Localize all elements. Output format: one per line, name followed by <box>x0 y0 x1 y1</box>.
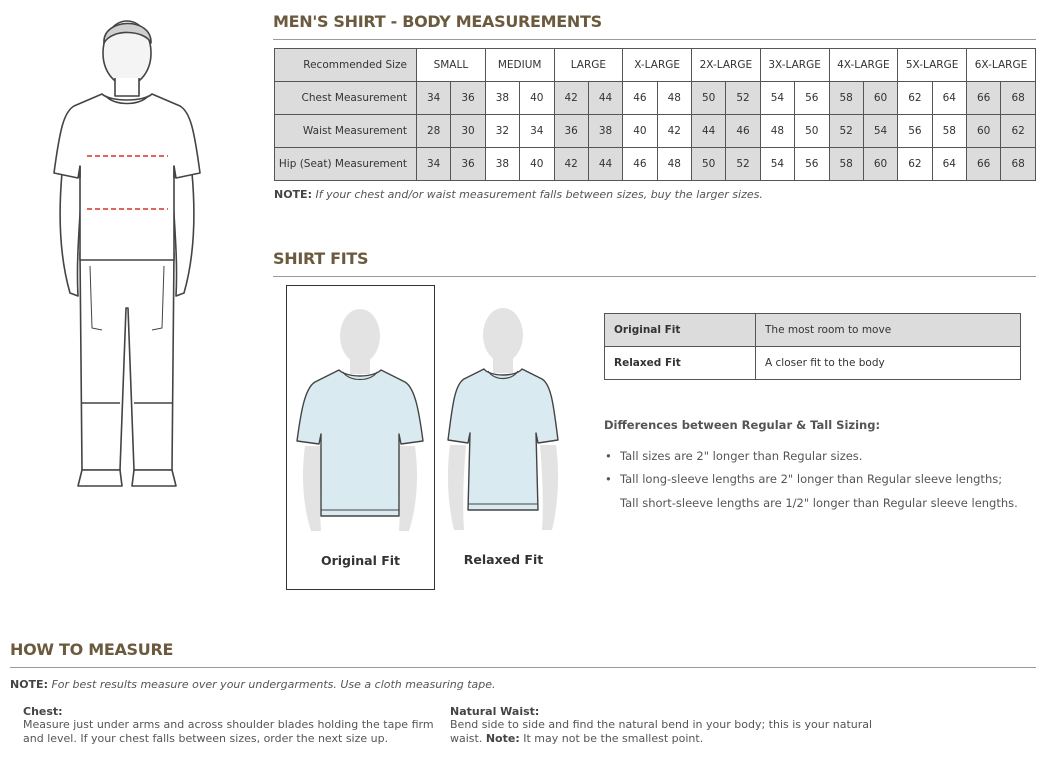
note-text: For best results measure over your undergarments. Use a cloth measuring tape. <box>51 678 496 691</box>
relaxed-fit-illustration <box>432 295 575 550</box>
waist-instructions <box>450 705 880 746</box>
chest-heading: Chest: <box>23 705 63 718</box>
table-cell: 56 <box>898 115 932 148</box>
size-chart-table <box>274 48 1036 181</box>
table-cell: 60 <box>863 148 897 181</box>
table-cell: 52 <box>829 115 863 148</box>
chest-instructions <box>23 705 443 746</box>
waist-line-2 <box>450 732 880 746</box>
table-cell: 42 <box>554 82 588 115</box>
measurement-figure-illustration <box>40 8 220 493</box>
table-cell: 50 <box>795 115 829 148</box>
table-cell: 60 <box>863 82 897 115</box>
table-cell: 36 <box>554 115 588 148</box>
table-cell: 46 <box>623 82 657 115</box>
chest-label: Chest Measurement <box>275 82 417 115</box>
note-label: NOTE: <box>10 678 48 691</box>
original-fit-caption: Original Fit <box>320 553 401 568</box>
table-cell: 34 <box>417 82 451 115</box>
table-cell: 56 <box>795 82 829 115</box>
table-cell: 48 <box>657 148 691 181</box>
size-small: SMALL <box>417 49 486 82</box>
chest-row <box>275 82 1036 115</box>
size-x-large: X-LARGE <box>623 49 692 82</box>
table-cell: 30 <box>451 115 485 148</box>
waist-label: Waist Measurement <box>275 115 417 148</box>
size-3x-large: 3X-LARGE <box>760 49 829 82</box>
table-cell: 58 <box>829 82 863 115</box>
note-text: If your chest and/or waist measurement falls between sizes, buy the larger sizes. <box>315 188 763 201</box>
tall-sizing-continuation: Tall short-sleeve lengths are 1/2" longer than Regular sleeve lengths. <box>620 496 1018 510</box>
chest-line-1: Measure just under arms and across shoulder blades holding the tape firm <box>23 718 434 731</box>
table-cell: 56 <box>795 148 829 181</box>
table-cell: 46 <box>726 115 760 148</box>
table-cell: 34 <box>417 148 451 181</box>
hip-row <box>275 148 1036 181</box>
table-cell: 42 <box>657 115 691 148</box>
table-cell: 68 <box>1001 82 1036 115</box>
list-item: • Tall long-sleeve lengths are 2" longer than Regular sleeve lengths; <box>605 468 1035 491</box>
size-2x-large: 2X-LARGE <box>692 49 761 82</box>
list-item: • Tall sizes are 2" longer than Regular sizes. <box>605 445 1035 468</box>
table-cell: 52 <box>726 82 760 115</box>
table-cell: 44 <box>588 148 622 181</box>
body-measurements-rule <box>273 39 1036 40</box>
relaxed-fit-caption: Relaxed Fit <box>463 552 544 567</box>
size-large: LARGE <box>554 49 623 82</box>
table-row <box>605 347 1021 380</box>
original-fit-card <box>286 285 435 590</box>
table-cell: 64 <box>932 148 966 181</box>
how-to-measure-title: HOW TO MEASURE <box>10 640 174 659</box>
table-row <box>605 314 1021 347</box>
body-measurements-title: MEN'S SHIRT - BODY MEASUREMENTS <box>273 12 602 31</box>
table-cell: 40 <box>520 82 554 115</box>
fit-desc: A closer fit to the body <box>756 347 1021 380</box>
table-cell: 32 <box>485 115 519 148</box>
table-cell: 48 <box>657 82 691 115</box>
size-4x-large: 4X-LARGE <box>829 49 898 82</box>
table-cell: 52 <box>726 148 760 181</box>
fit-name: Relaxed Fit <box>605 347 756 380</box>
shirt-fits-title: SHIRT FITS <box>273 249 369 268</box>
original-fit-illustration <box>287 296 434 551</box>
table-cell: 62 <box>1001 115 1036 148</box>
table-cell: 40 <box>520 148 554 181</box>
table-cell: 38 <box>485 82 519 115</box>
fit-description-table <box>604 313 1021 380</box>
table-cell: 62 <box>898 82 932 115</box>
table-cell: 54 <box>863 115 897 148</box>
waist-note-label: Note: <box>485 732 520 745</box>
relaxed-fit-card <box>432 285 575 588</box>
table-cell: 50 <box>692 148 726 181</box>
waist-line-2-start: waist. <box>450 732 483 745</box>
fit-desc: The most room to move <box>756 314 1021 347</box>
size-medium: MEDIUM <box>485 49 554 82</box>
table-cell: 36 <box>451 148 485 181</box>
table-cell: 48 <box>760 115 794 148</box>
waist-line-2-end: It may not be the smallest point. <box>523 732 704 745</box>
table-cell: 42 <box>554 148 588 181</box>
table-cell: 44 <box>588 82 622 115</box>
hip-label: Hip (Seat) Measurement <box>275 148 417 181</box>
table-cell: 60 <box>967 115 1001 148</box>
table-cell: 58 <box>829 148 863 181</box>
fit-name: Original Fit <box>605 314 756 347</box>
tall-sizing-list <box>605 445 1035 491</box>
table-cell: 36 <box>451 82 485 115</box>
table-cell: 40 <box>623 115 657 148</box>
body-measurements-note <box>274 188 763 201</box>
how-to-measure-rule <box>10 667 1036 668</box>
table-cell: 28 <box>417 115 451 148</box>
table-cell: 50 <box>692 82 726 115</box>
table-cell: 68 <box>1001 148 1036 181</box>
table-cell: 54 <box>760 82 794 115</box>
table-cell: 46 <box>623 148 657 181</box>
header-label: Recommended Size <box>275 49 417 82</box>
table-cell: 64 <box>932 82 966 115</box>
waist-heading: Natural Waist: <box>450 705 540 718</box>
shirt-fits-rule <box>273 276 1036 277</box>
waist-line-1: Bend side to side and find the natural bend in your body; this is your natural <box>450 718 873 731</box>
note-label: NOTE: <box>274 188 312 201</box>
table-cell: 58 <box>932 115 966 148</box>
table-cell: 38 <box>588 115 622 148</box>
table-cell: 66 <box>967 148 1001 181</box>
size-header-row <box>275 49 1036 82</box>
waist-row <box>275 115 1036 148</box>
table-cell: 62 <box>898 148 932 181</box>
table-cell: 38 <box>485 148 519 181</box>
tall-sizing-title: Differences between Regular & Tall Sizing: <box>604 418 881 432</box>
table-cell: 54 <box>760 148 794 181</box>
chest-line-2: and level. If your chest falls between sizes, order the next size up. <box>23 732 389 745</box>
size-6x-large: 6X-LARGE <box>967 49 1036 82</box>
table-cell: 34 <box>520 115 554 148</box>
how-to-measure-note <box>10 678 496 691</box>
table-cell: 44 <box>692 115 726 148</box>
size-5x-large: 5X-LARGE <box>898 49 967 82</box>
table-cell: 66 <box>967 82 1001 115</box>
